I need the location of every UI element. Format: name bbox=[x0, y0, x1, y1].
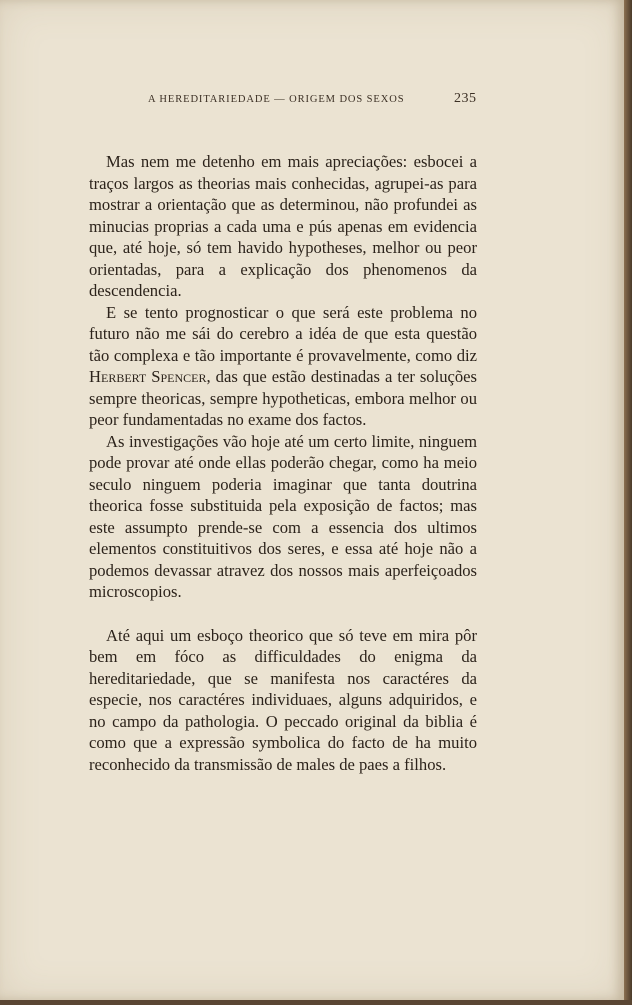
paragraph-2-text-start: E se tento prognosticar o que será este problema no futuro não me sái do cerebro a idéa de que esta questão tão complexa e tão importante é provavelmente, como diz bbox=[89, 302, 477, 365]
page-edge-right bbox=[624, 0, 632, 1005]
paragraph-2-text-end: , das que estão destinadas a ter soluções sempre theoricas, sempre hypotheticas, embora melhor ou peor fundamentadas no exame dos factos. bbox=[89, 367, 477, 429]
page-number: 235 bbox=[454, 91, 477, 106]
paragraph-3: As investigações vão hoje até um certo limite, ninguem pode provar até onde ellas poderão chegar, como ha meio seculo ninguem poderia imaginar que tanta doutrina theorica fosse substituida pela exposição de factos; mas este assumpto prende-se com a essencia dos ultimos elementos constituitivos dos seres, e essa até hoje não a podemos devassar atravez dos nossos mais aperfeiçoados microscopios. bbox=[89, 431, 477, 601]
author-name: Herbert Spencer bbox=[89, 367, 207, 386]
paragraph-4: Até aqui um esboço theorico que só teve em mira pôr bem em fóco as difficuldades do enigma da hereditariedade, que se manifesta nos caractéres da especie, nos caractéres individuaes, alguns adquiridos, e no campo da pathologia. O peccado original da biblia é como que a expressão symbolica do facto de ha muito reconhecido da transmissão de males de paes a filhos. bbox=[89, 625, 477, 774]
paragraph-1: Mas nem me detenho em mais apreciações: esbocei a traços largos as theorias mais conhecidas, agrupei-as para mostrar a orientação que as determinou, não profundei as minucias proprias a cada uma e pús apenas em evidencia que, até hoje, só tem havido hypotheses, melhor ou peor orientadas, para a explicação dos phenomenos da descendencia. bbox=[89, 152, 477, 300]
page-edge-bottom bbox=[0, 1000, 632, 1005]
body-text bbox=[89, 151, 477, 775]
running-title: A HEREDITARIEDADE — ORIGEM DOS SEXOS bbox=[148, 94, 405, 105]
paragraph-2 bbox=[89, 302, 477, 431]
